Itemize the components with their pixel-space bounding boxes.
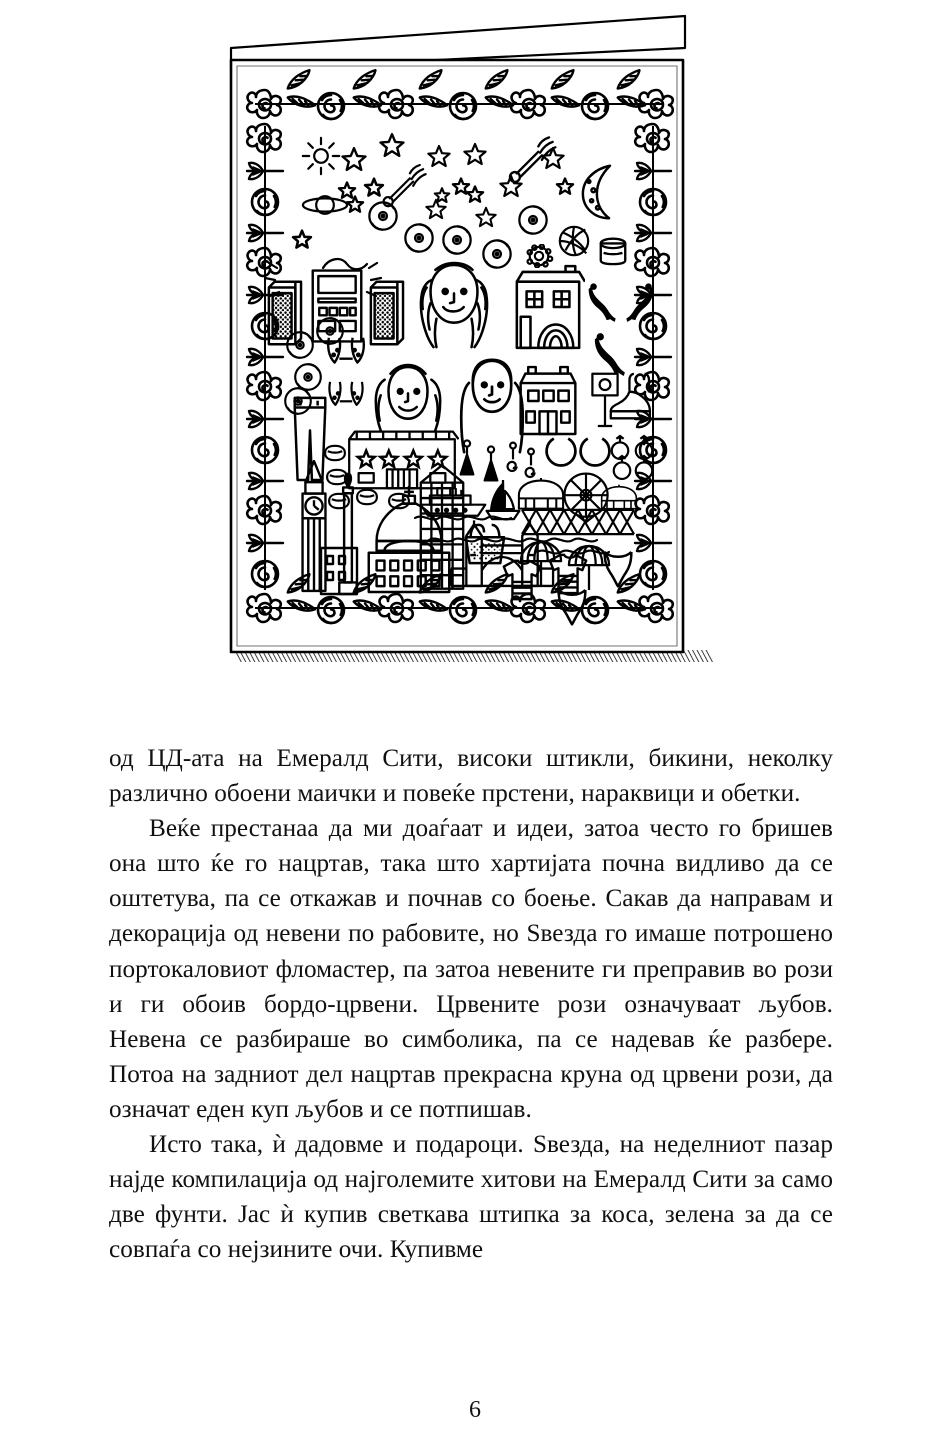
paragraph-presents: Исто така, ѝ дадовме и подароци. Ѕвезда, на неделниот пазар најде компилација од најголемите хитови на Емералд Сити за само две фунти. Јас ѝ купив светкава штипка за коса, зелена за да се совпаѓа со нејзините очи. Купивме (109, 1131, 833, 1264)
body-text (109, 741, 833, 1267)
paragraph-erasing: Веќе престанаа да ми доаѓаат и идеи, затоа често го бришев она што ќе го нацртав, така што хартијата почна видливо да се оштетува, па се откажав и почнав со боење. Сакав да направам и декорација од невени по рабовите, но Ѕвезда го имаше потрошено портокаловиот фломастер, па затоа невените ги преправив во рози и ги обоив бордо-црвени. Црвените рози означуваат љубов. Невена се разбираше во симболика, па се надевав ќе разбере. Потоа на задниот дел нацртав прекрасна круна од црвени рози, да означат еден куп љубов и се потпишав. (109, 815, 833, 1123)
card-front-face (231, 60, 683, 652)
illustration-block (0, 0, 950, 720)
page-number: 6 (469, 1397, 481, 1423)
paragraph-continuation: од ЦД-ата на Емералд Сити, високи штикли, бикини, неколку различно обоени маички и повеќе прстени, нараквици и обетки. (109, 745, 833, 808)
greeting-card-doodle-illustration (215, 0, 735, 700)
